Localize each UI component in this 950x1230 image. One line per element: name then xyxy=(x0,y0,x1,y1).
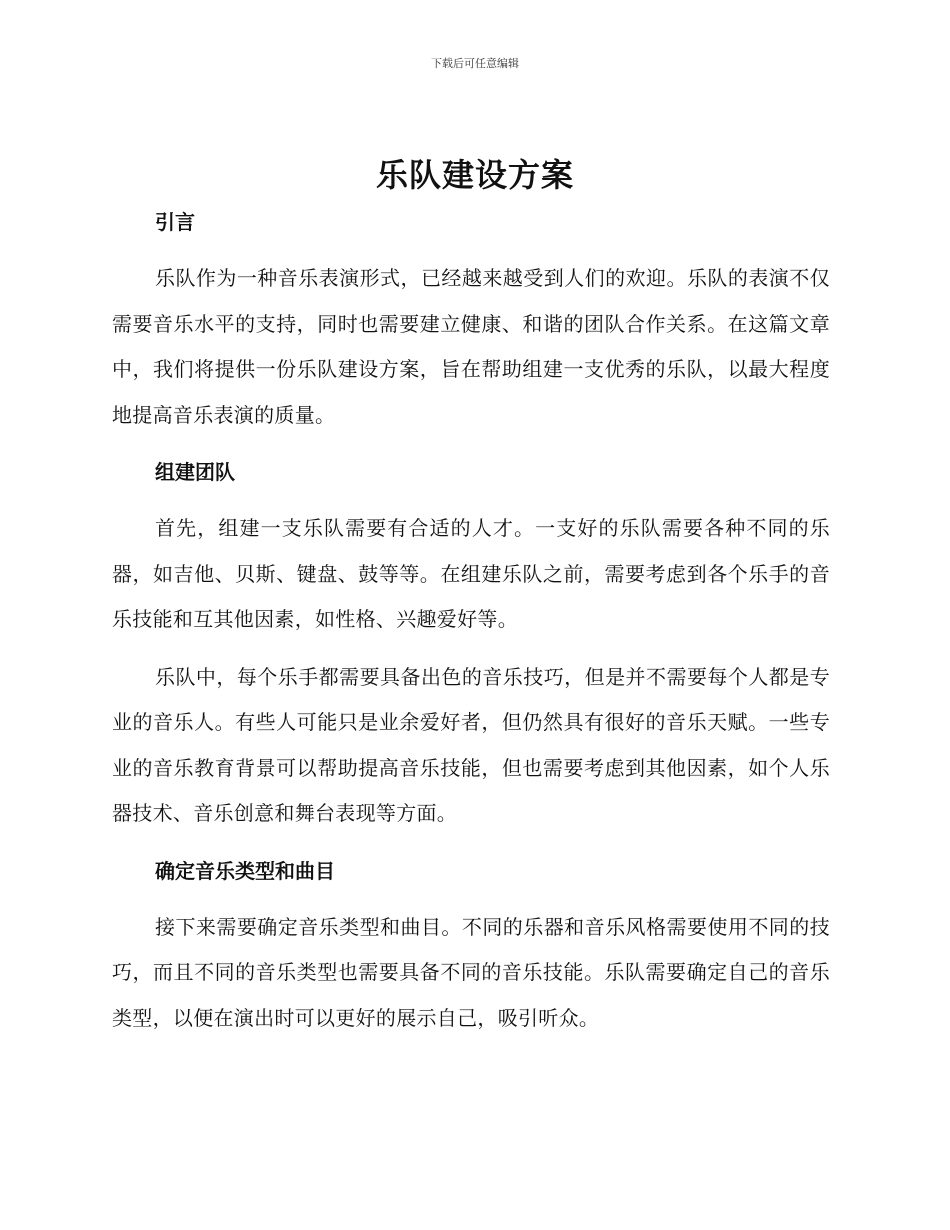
page-header-note: 下载后可任意编辑 xyxy=(431,57,519,70)
section-introduction xyxy=(112,204,830,438)
section-heading: 引言 xyxy=(155,210,195,234)
paragraph: 乐队中，每个乐手都需要具备出色的音乐技巧，但是并不需要每个人都是专业的音乐人。有些人可能只是业余爱好者，但仍然具有很好的音乐天赋。一些专业的音乐教育背景可以帮助提高音乐技能，但也需要考虑到其他因素，如个人乐器技术、音乐创意和舞台表现等方面。 xyxy=(112,664,830,825)
section-heading: 确定音乐类型和曲目 xyxy=(155,858,335,883)
paragraph: 首先，组建一支乐队需要有合适的人才。一支好的乐队需要各种不同的乐器，如吉他、贝斯、键盘、鼓等等。在组建乐队之前，需要考虑到各个乐手的音乐技能和互其他因素，如性格、兴趣爱好等。 xyxy=(112,516,830,631)
section-build-team xyxy=(112,454,830,837)
document-title: 乐队建设方案 xyxy=(375,156,574,194)
document-body xyxy=(112,204,830,1041)
paragraph: 乐队作为一种音乐表演形式，已经越来越受到人们的欢迎。乐队的表演不仅需要音乐水平的支持，同时也需要建立健康、和谐的团队合作关系。在这篇文章中，我们将提供一份乐队建设方案，旨在帮助组建一支优秀的乐队，以最大程度地提高音乐表演的质量。 xyxy=(112,266,830,427)
paragraph: 接下来需要确定音乐类型和曲目。不同的乐器和音乐风格需要使用不同的技巧，而且不同的音乐类型也需要具备不同的音乐技能。乐队需要确定自己的音乐类型，以便在演出时可以更好的展示自己，吸引听众。 xyxy=(112,914,830,1030)
section-music-genre xyxy=(112,853,830,1042)
section-heading: 组建团队 xyxy=(155,460,235,484)
